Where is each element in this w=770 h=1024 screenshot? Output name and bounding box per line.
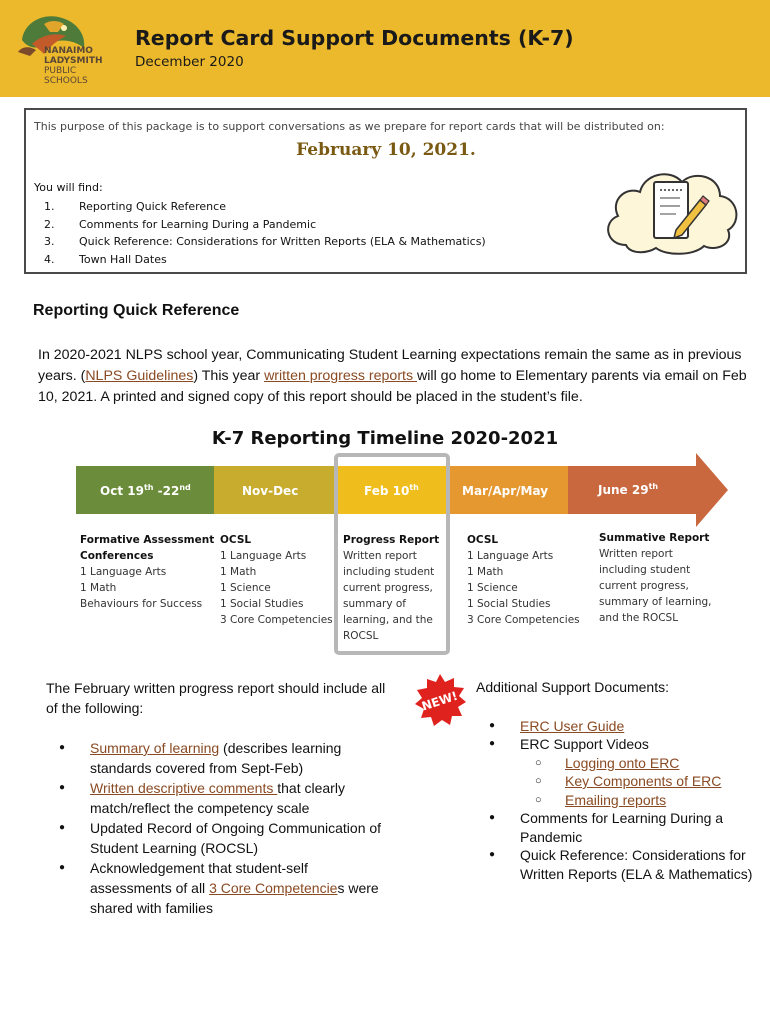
column-line: Behaviours for Success	[80, 598, 203, 610]
clipboard-pencil-cloud-icon	[596, 160, 746, 260]
additional-heading: Additional Support Documents:	[476, 679, 669, 695]
find-label: You will find:	[34, 181, 103, 194]
requirements-list	[46, 738, 386, 918]
erc-user-guide-link[interactable]: ERC User Guide	[520, 717, 625, 734]
column-heading: OCSL	[467, 534, 499, 546]
item-text: Town Hall Dates	[79, 252, 167, 266]
item-text: that clearly match/reflect the competency scale	[90, 780, 345, 816]
key-components-of-erc-link[interactable]: Key Components of ERC	[565, 773, 722, 789]
column-line: 3 Core Competencies	[467, 614, 580, 626]
column-line: 1 Math	[220, 566, 257, 578]
list-item	[46, 778, 386, 818]
timeline-column-feb	[343, 532, 441, 644]
erc-video-list	[520, 754, 761, 810]
list-item	[476, 717, 761, 736]
logging-onto-erc-link[interactable]: Logging onto ERC	[565, 754, 680, 771]
list-item	[520, 754, 761, 773]
column-line: 1 Math	[467, 566, 504, 578]
requirements-intro: The February written progress report should include all of the following:	[46, 680, 386, 716]
item-text: Quick Reference: Considerations for Written Reports (ELA & Mathematics)	[79, 235, 486, 248]
column-line: 1 Language Arts	[467, 550, 554, 562]
segment-label-feb: Feb 10th	[364, 483, 419, 498]
column-line: 1 Science	[467, 582, 518, 594]
column-line: Written report including student current progress, summary of learning, and the ROCSL	[599, 548, 712, 624]
column-line: 1 Social Studies	[220, 598, 304, 610]
nlps-guidelines-link[interactable]: NLPS Guidelines	[85, 368, 194, 384]
list-item	[476, 735, 761, 809]
timeline-column-june	[599, 530, 719, 626]
list-item	[46, 738, 386, 778]
list-item	[520, 772, 761, 791]
core-competencies-link[interactable]: 3 Core Competencie	[209, 880, 338, 896]
list-item	[34, 198, 486, 216]
list-item	[476, 809, 761, 846]
logo-line: NANAIMO	[44, 46, 93, 56]
timeline-column-novdec	[220, 532, 338, 628]
column-heading: Formative Assessment Conferences	[80, 534, 215, 562]
intro-text: In 2020-2021 NLPS school year, Communicating Student Learning expectations remain the same as in previous years. (	[38, 347, 742, 384]
item-text: Updated Record of Ongoing Communication of Student Learning (ROCSL)	[90, 820, 382, 856]
list-item	[476, 846, 761, 883]
section-heading: Reporting Quick Reference	[33, 302, 240, 319]
item-text: Quick Reference: Considerations for Written Reports (ELA & Mathematics)	[520, 847, 753, 882]
timeline-column-mar	[467, 532, 587, 628]
item-text: (describes learning standards covered from Sept-Feb)	[90, 740, 342, 776]
segment-label-oct: Oct 19th -22nd	[100, 483, 191, 498]
logo-line: SCHOOLS	[44, 76, 88, 86]
logo-line: PUBLIC	[44, 66, 77, 76]
item-text: Acknowledgement that student-self assessments of all	[90, 860, 308, 896]
item-text: Comments for Learning During a Pandemic	[79, 217, 317, 231]
item-number: 3.	[44, 235, 55, 248]
purpose-text: This purpose of this package is to support conversations as we prepare for report cards that will be distributed on:	[34, 120, 665, 133]
list-item	[46, 858, 386, 918]
item-text: Reporting Quick Reference	[79, 200, 226, 213]
column-line: 1 Language Arts	[80, 566, 167, 578]
column-line: 1 Language Arts	[220, 550, 307, 562]
segment-label-mar: Mar/Apr/May	[462, 484, 549, 498]
column-line: Written report including student current progress, summary of learning, and the ROCSL	[343, 550, 435, 642]
purpose-box	[24, 108, 747, 274]
item-number: 4.	[44, 252, 55, 266]
contents-list	[34, 198, 486, 268]
item-number: 1.	[44, 200, 55, 213]
column-line: 3 Core Competencies	[220, 614, 333, 626]
item-number: 2.	[44, 217, 55, 231]
written-progress-reports-link[interactable]: written progress reports	[264, 368, 418, 384]
page-title: Report Card Support Documents (K-7)	[135, 26, 574, 50]
intro-paragraph	[38, 345, 748, 408]
list-item	[46, 818, 386, 858]
column-line: 1 Math	[80, 582, 117, 594]
emailing-reports-link[interactable]: Emailing reports	[565, 791, 667, 808]
item-text: Comments for Learning During a Pandemic	[520, 810, 724, 845]
distribution-date: February 10, 2021.	[296, 140, 476, 160]
item-text: s were shared with families	[90, 880, 379, 916]
list-item	[34, 251, 486, 269]
february-report-requirements	[46, 678, 386, 918]
column-line: 1 Science	[220, 582, 271, 594]
timeline-title: K-7 Reporting Timeline 2020-2021	[211, 428, 559, 449]
segment-label-novdec: Nov-Dec	[242, 484, 299, 498]
column-heading: OCSL	[220, 534, 252, 546]
logo-line: LADYSMITH	[44, 56, 103, 66]
column-heading: Summative Report	[599, 532, 710, 544]
column-line: 1 Social Studies	[467, 598, 551, 610]
written-descriptive-comments-link[interactable]: Written descriptive comments	[90, 780, 278, 796]
summary-of-learning-link[interactable]: Summary of learning	[90, 740, 220, 756]
intro-text: will go home to Elementary parents via email on Feb 10, 2021. A printed and signed copy of this report should be placed in the student’s file.	[38, 368, 747, 405]
new-badge	[412, 672, 468, 728]
segment-label-june: June 29th	[598, 482, 659, 497]
item-text: ERC Support Videos	[520, 736, 649, 752]
page-subtitle: December 2020	[135, 54, 244, 70]
new-badge-text: NEW!	[419, 688, 460, 714]
additional-list	[476, 717, 761, 884]
list-item	[34, 233, 486, 251]
list-item	[520, 791, 761, 810]
additional-support-documents	[476, 678, 761, 883]
header-banner	[0, 0, 770, 97]
intro-text: ) This year	[193, 368, 265, 384]
column-heading: Progress Report	[343, 534, 440, 546]
list-item	[34, 216, 486, 234]
logo-wordmark	[44, 46, 103, 86]
timeline-column-oct	[80, 532, 215, 612]
